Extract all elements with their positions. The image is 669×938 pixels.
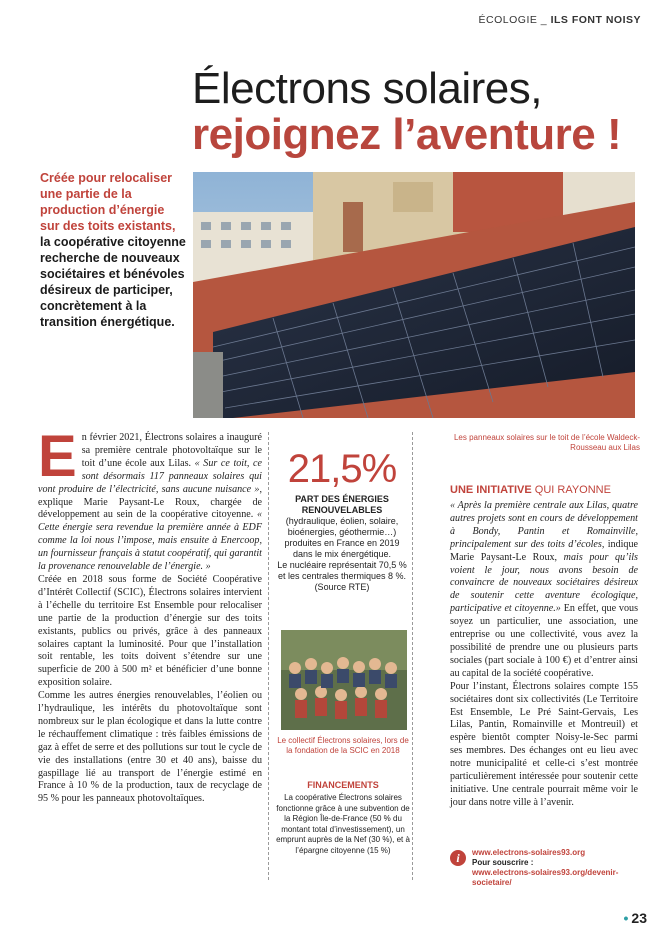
p1-text-a: n février 2021, Électrons solaires a inauguré sa première centrale photovoltaïque sur le toit d’une école aux Lilas. <box>81 432 262 469</box>
initiative-text-d: En effet, que vous soyez un particulier, une association, une entreprise ou une collectivité, vous avez la possibilité de prendre une ou plusieurs parts sociales (part sociale à 100 €) et d’entrer ainsi au capital de la société coopérative. <box>450 603 638 679</box>
solar-panels-photo <box>193 172 635 418</box>
stat-box <box>276 448 408 593</box>
stat-heading: PART DES ÉNERGIES RENOUVELABLES <box>295 494 389 515</box>
drop-cap: E <box>38 424 77 489</box>
initiative-title-rest: QUI RAYONNE <box>531 484 611 496</box>
initiative-text-b: indique Marie Paysant-Le Roux, <box>450 538 638 563</box>
article-paragraph-2: Créée en 2018 sous forme de Société Coopérative d’Intérêt Collectif (SCIC), Électrons solaires intervient à l’échelle du territoire Est Ensemble pour relocaliser une partie de la production d’énergie sur des toits existants, publics ou privés, grâce à des panneaux solaires captant la luminosité. Pour que l’installation soit rentable, les toits doivent s’étendre sur une superficie de 200 à 500 m² et bénéficier d’une bonne exposition solaire. <box>38 573 262 689</box>
solar-photo-caption: Les panneaux solaires sur le toit de l’école Waldeck-Rousseau aux Lilas <box>453 433 640 452</box>
page-dot-icon: • <box>623 910 629 926</box>
financements-title: FINANCEMENTS <box>307 780 379 790</box>
initiative-paragraph-2: Pour l’instant, Électrons solaires compte 155 sociétaires dont six collectivités (Le Territoire Est Ensemble, Le Pré Saint-Gervais, Les Lilas, Pantin, Romainville et Montreuil) et espère bientôt compter Noisy-le-Sec parmi ses membres. Des échanges ont eu lieu avec notre municipalité et celle-ci s’est montrée particulièrement intéressée pour soutenir cette initiative. Une centrale pourrait même voir le jour dans notre ville à l’avenir. <box>450 680 638 808</box>
info-icon: i <box>450 850 466 866</box>
column-divider-1 <box>268 432 269 880</box>
article-paragraph-3: Comme les autres énergies renouvelables, l’éolien ou l’hydraulique, les intérêts du photovoltaïque sont nombreux sur le plan écologique et dans la lutte contre le réchauffement climatique : très faibles émissions de gaz à effet de serre et des pollutions sur tout le cycle de vie des installations (entre 30 et 40 ans), baisse du gaspillage lié au transport de l’énergie estimé en France à 10 % de la production, taux de recyclage de 95 % pour les panneaux photovoltaïques. <box>38 690 262 805</box>
solar-panels-illustration <box>193 172 635 418</box>
section-rubric <box>479 14 641 26</box>
stat-source: (Source RTE) <box>314 582 370 592</box>
lead-red-text: Créée pour relocaliser une partie de la production d’énergie sur des toits existants, <box>40 171 176 233</box>
title-line-1: Électrons solaires, <box>192 64 542 113</box>
site-link[interactable]: www.electrons-solaires93.org <box>472 848 586 857</box>
lead-dark-text: la coopérative citoyenne recherche de nouveaux sociétaires et bénévoles désireux de participer, concrètement à la transition énergétique. <box>40 235 186 329</box>
info-links <box>450 848 650 888</box>
article-lead <box>40 170 186 330</box>
stat-body-1: (hydraulique, éolien, solaire, bioénergies, géothermie…) produites en France en 2019 dans le mix énergétique. <box>284 516 400 559</box>
page-number-value: 23 <box>631 910 647 926</box>
stat-body-2: Le nucléaire représentait 70,5 % et les centrales thermiques 8 %. <box>277 560 407 581</box>
initiative-title-bold: UNE INITIATIVE <box>450 484 532 496</box>
page-number <box>624 910 647 926</box>
subscribe-link[interactable]: www.electrons-solaires93.org/devenir-societaire/ <box>472 868 619 887</box>
rubric-separator: _ <box>537 14 551 26</box>
p1-quote-2: « Cette énergie sera revendue la première année à EDF comme la loi nous l’impose, mais ensuite à Enercoop, un fournisseur français à statut coopératif, qui garantit la provenance renouvelable de l’énergie. » <box>38 509 262 573</box>
group-photo-illustration <box>281 630 407 730</box>
group-photo-caption: Le collectif Électrons solaires, lors de la fondation de la SCIC en 2018 <box>277 736 409 755</box>
rubric-section: ÉCOLOGIE <box>478 14 538 26</box>
initiative-quote-c: mais pour qu’ils voient le jour, nous avons besoin de convaincre de nouveaux sociétaires désireux de soutenir cette aventure écologique, participative et citoyenne.» <box>450 551 638 615</box>
financements-body: La coopérative Électrons solaires fonctionne grâce à une subvention de la Région Île-de-France (50 % du montant total d’investissement), un emprunt auprès de la Nef (30 %), et à l’épargne citoyenne (15 %) <box>276 793 410 855</box>
group-photo <box>281 630 407 730</box>
article-column-3 <box>450 500 638 810</box>
initiative-title <box>450 484 611 496</box>
column-divider-2 <box>412 432 413 880</box>
title-line-2: rejoignez l’aventure ! <box>192 110 622 159</box>
subscribe-label: Pour souscrire : <box>472 858 534 867</box>
p1-quote-1: « Sur ce toit, ce sont désormais 117 panneaux solaires qui vont produire de l’électricité, sans aucune nuisance » <box>38 457 262 495</box>
article-column-1 <box>38 424 262 806</box>
initiative-quote-a: « Après la première centrale aux Lilas, quatre autres projets sont en cours de développement à Bondy, Pantin et Romainville, principalement sur des toits d’écoles, <box>450 500 638 550</box>
rubric-series: ILS FONT NOISY <box>550 14 641 26</box>
article-title <box>192 66 652 158</box>
stat-value: 21,5% <box>287 447 397 491</box>
p1-text-c: , explique Marie Paysant-Le Roux, chargée de développement au sein de la coopérative citoyenne. <box>38 483 262 521</box>
initiative-paragraph-1 <box>450 500 638 681</box>
